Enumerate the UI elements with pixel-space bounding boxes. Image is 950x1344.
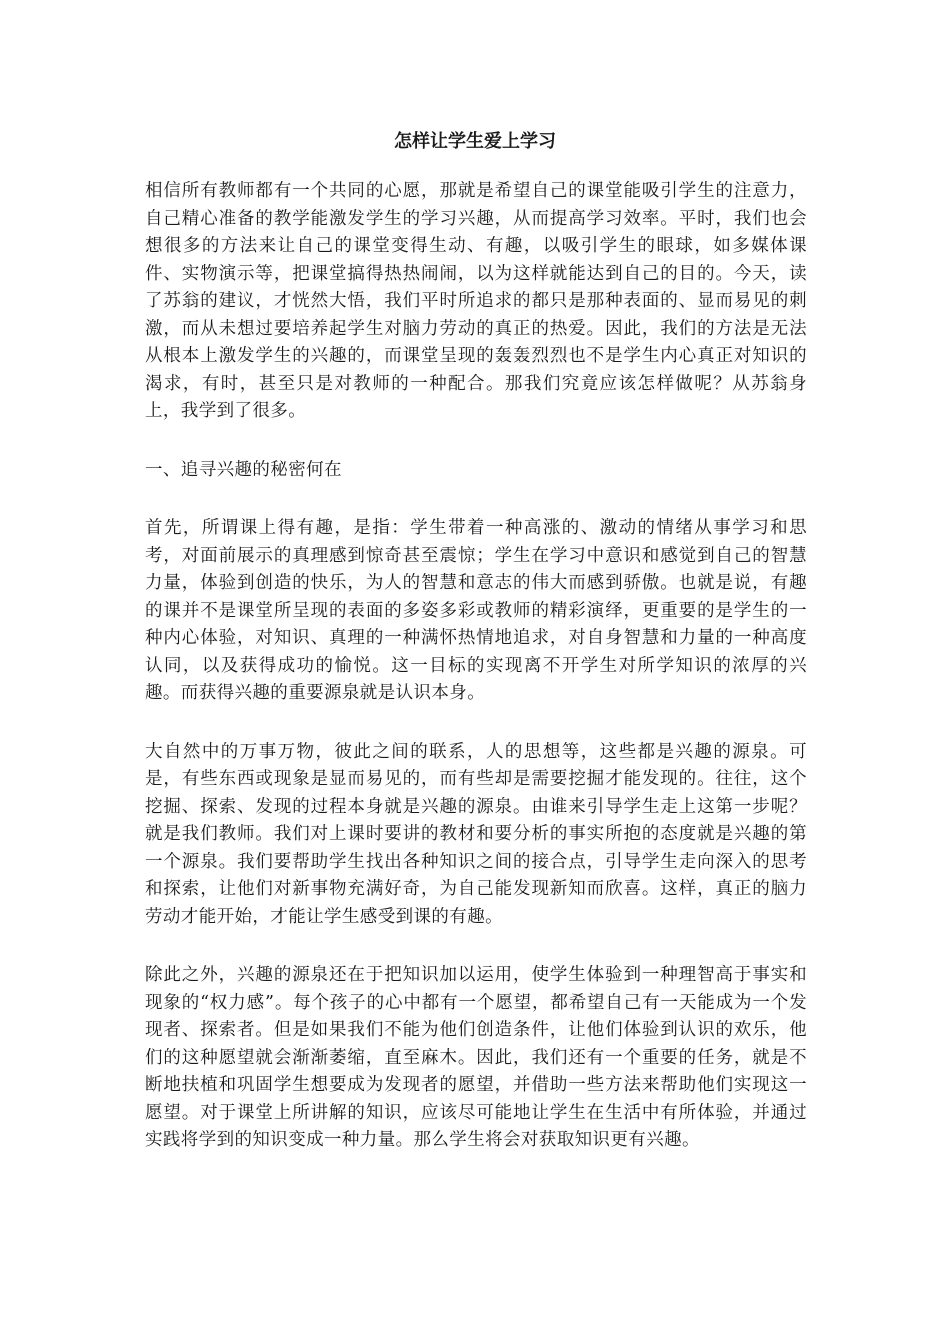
document-body [145,178,807,1186]
paragraph-intro: 相信所有教师都有一个共同的心愿，那就是希望自己的课堂能吸引学生的注意力，自己精心准备的教学能激发学生的学习兴趣，从而提高学习效率。平时，我们也会想很多的方法来让自己的课堂变得生动、有趣，以吸引学生的眼球，如多媒体课件、实物演示等，把课堂搞得热热闹闹，以为这样就能达到自己的目的。今天，读了苏翁的建议，才恍然大悟，我们平时所追求的都只是那种表面的、显而易见的刺激，而从未想过要培养起学生对脑力劳动的真正的热爱。因此，我们的方法是无法从根本上激发学生的兴趣的，而课堂呈现的轰轰烈烈也不是学生内心真正对知识的渴求，有时，甚至只是对教师的一种配合。那我们究竟应该怎样做呢？从苏翁身上，我学到了很多。 [145,181,807,421]
paragraph-application: 除此之外，兴趣的源泉还在于把知识加以运用，使学生体验到一种理智高于事实和现象的“权力感”。每个孩子的心中都有一个愿望，都希望自己有一天能成为一个发现者、探索者。但是如果我们不能为他们创造条件，让他们体验到认识的欢乐，他们的这种愿望就会渐渐萎缩，直至麻木。因此，我们还有一个重要的任务，就是不断地扶植和巩固学生想要成为发现者的愿望，并借助一些方法来帮助他们实现这一愿望。对于课堂上所讲解的知识，应该尽可能地让学生在生活中有所体验，并通过实践将学到的知识变成一种力量。那么学生将会对获取知识更有兴趣。 [145,965,807,1150]
paragraph-nature: 大自然中的万事万物，彼此之间的联系，人的思想等，这些都是兴趣的源泉。可是，有些东西或现象是显而易见的，而有些却是需要挖掘才能发现的。往往，这个挖掘、探索、发现的过程本身就是兴趣的源泉。由谁来引导学生走上这第一步呢？就是我们教师。我们对上课时要讲的教材和要分析的事实所抱的态度就是兴趣的第一个源泉。我们要帮助学生找出各种知识之间的接合点，引导学生走向深入的思考和探索，让他们对新事物充满好奇，为自己能发现新知而欣喜。这样，真正的脑力劳动才能开始，才能让学生感受到课的有趣。 [145,741,807,927]
paragraph-definition: 首先，所谓课上得有趣，是指：学生带着一种高涨的、激动的情绪从事学习和思考，对面前展示的真理感到惊奇甚至震惊；学生在学习中意识和感觉到自己的智慧力量，体验到创造的快乐，为人的智慧和意志的伟大而感到骄傲。也就是说，有趣的课并不是课堂所呈现的表面的多姿多彩或教师的精彩演绎，更重要的是学生的一种内心体验，对知识、真理的一种满怀热情地追求，对自身智慧和力量的一种高度认同，以及获得成功的愉悦。这一目标的实现离不开学生对所学知识的浓厚的兴趣。而获得兴趣的重要源泉就是认识本身。 [145,518,807,703]
document-title: 怎样让学生爱上学习 [394,131,556,152]
section-heading: 一、追寻兴趣的秘密何在 [145,459,342,480]
